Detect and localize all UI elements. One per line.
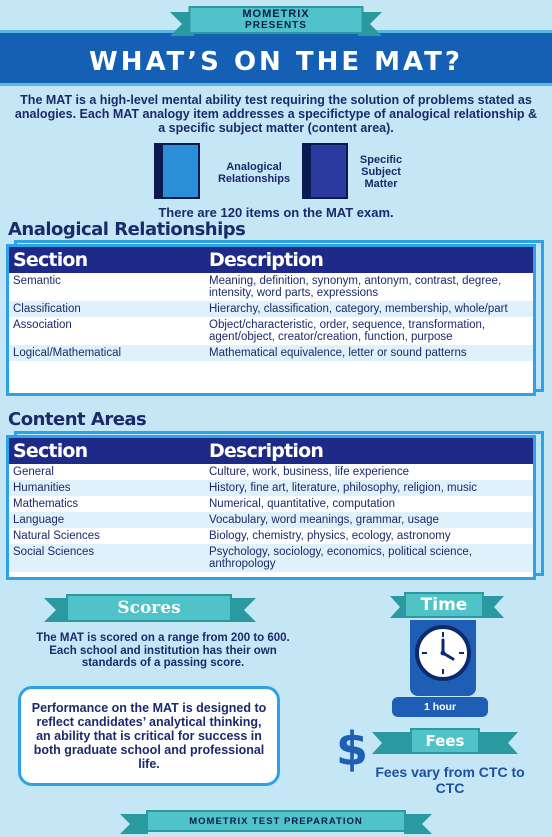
analogical-heading: Analogical Relationships bbox=[8, 219, 246, 240]
footer-ribbon: MOMETRIX TEST PREPARATION bbox=[146, 810, 406, 832]
ribbon-tail-right bbox=[482, 596, 504, 618]
col-description: Description bbox=[209, 440, 324, 462]
fees-text: Fees vary from CTC to CTC bbox=[375, 764, 525, 796]
analogical-table bbox=[6, 244, 536, 396]
col-section: Section bbox=[13, 440, 88, 462]
row-section: General bbox=[13, 466, 54, 478]
book-label-analogical: Analogical Relationships bbox=[217, 161, 291, 185]
ribbon-tail-right bbox=[478, 732, 518, 754]
row-description: Mathematical equivalence, letter or sound patterns bbox=[209, 347, 467, 359]
row-description: Object/characteristic, order, sequence, transformation, agent/object, creator/creation, function, purpose bbox=[209, 319, 486, 343]
row-section: Semantic bbox=[13, 275, 61, 287]
book-spine bbox=[304, 145, 311, 197]
fees-ribbon: Fees bbox=[410, 728, 480, 754]
table-header bbox=[9, 247, 533, 273]
row-description: Meaning, definition, synonym, antonym, contrast, degree, intensity, word parts, expressions bbox=[209, 275, 502, 299]
table-row bbox=[9, 464, 533, 480]
col-description: Description bbox=[209, 249, 324, 271]
clock-hands bbox=[419, 629, 467, 677]
row-section: Classification bbox=[13, 303, 81, 315]
intro-text: The MAT is a high-level mental ability test requiring the solution of problems stated as analogies. Each MAT analogy item addresses a specifictype of analogical relationship & a specific subject matter (content area). bbox=[14, 93, 538, 135]
time-ribbon: Time bbox=[404, 592, 484, 618]
row-description: Biology, chemistry, physics, ecology, astronomy bbox=[209, 530, 451, 542]
scores-text: The MAT is scored on a range from 200 to 600. Each school and institution has their own standards of a passing score. bbox=[36, 632, 290, 669]
table-row bbox=[9, 528, 533, 544]
row-section: Association bbox=[13, 319, 72, 331]
row-section: Logical/Mathematical bbox=[13, 347, 122, 359]
items-count: There are 120 items on the MAT exam. bbox=[158, 205, 394, 220]
table-row bbox=[9, 317, 533, 345]
brand-ribbon bbox=[189, 6, 364, 34]
table-row bbox=[9, 544, 533, 572]
row-description: Vocabulary, word meanings, grammar, usage bbox=[209, 514, 439, 526]
ribbon-tail-right bbox=[230, 598, 256, 622]
dollar-icon: $ bbox=[336, 722, 369, 776]
brand-presents: PRESENTS bbox=[245, 20, 307, 31]
row-section: Social Sciences bbox=[13, 546, 95, 558]
table-header bbox=[9, 438, 533, 464]
row-section: Natural Sciences bbox=[13, 530, 100, 542]
book-label-subject: Specific Subject Matter bbox=[359, 154, 403, 190]
ribbon-tail-left bbox=[120, 814, 148, 834]
header-band bbox=[0, 30, 552, 86]
table-row bbox=[9, 345, 533, 361]
book-icon-subject bbox=[302, 143, 348, 199]
row-description: Numerical, quantitative, computation bbox=[209, 498, 396, 510]
content-rows bbox=[9, 464, 533, 572]
table-row bbox=[9, 301, 533, 317]
row-description: Culture, work, business, life experience bbox=[209, 466, 410, 478]
row-section: Language bbox=[13, 514, 65, 526]
brand-name: MOMETRIX bbox=[242, 8, 310, 20]
col-section: Section bbox=[13, 249, 88, 271]
table-row bbox=[9, 273, 533, 301]
book-icon-analogical bbox=[154, 143, 200, 199]
content-heading: Content Areas bbox=[8, 409, 147, 430]
ribbon-tail-right bbox=[404, 814, 432, 834]
book-spine bbox=[156, 145, 163, 197]
row-description: History, fine art, literature, philosophy, religion, music bbox=[209, 482, 478, 494]
row-description: Hierarchy, classification, category, membership, whole/part bbox=[209, 303, 508, 315]
ribbon-tail-left bbox=[372, 732, 412, 754]
page-title: WHAT’S ON THE MAT? bbox=[89, 47, 463, 77]
analogical-rows bbox=[9, 273, 533, 361]
table-row bbox=[9, 480, 533, 496]
content-table bbox=[6, 435, 536, 580]
table-row bbox=[9, 512, 533, 528]
performance-box: Performance on the MAT is designed to reflect candidates’ analytical thinking, an ability that is critical for success in both graduate school and professional life. bbox=[18, 686, 280, 786]
clock-icon bbox=[415, 625, 471, 681]
scores-ribbon: Scores bbox=[66, 594, 232, 622]
time-value: 1 hour bbox=[392, 697, 488, 717]
row-section: Mathematics bbox=[13, 498, 79, 510]
row-section: Humanities bbox=[13, 482, 71, 494]
table-row bbox=[9, 496, 533, 512]
row-description: Psychology, sociology, economics, political science, anthropology bbox=[209, 546, 472, 570]
